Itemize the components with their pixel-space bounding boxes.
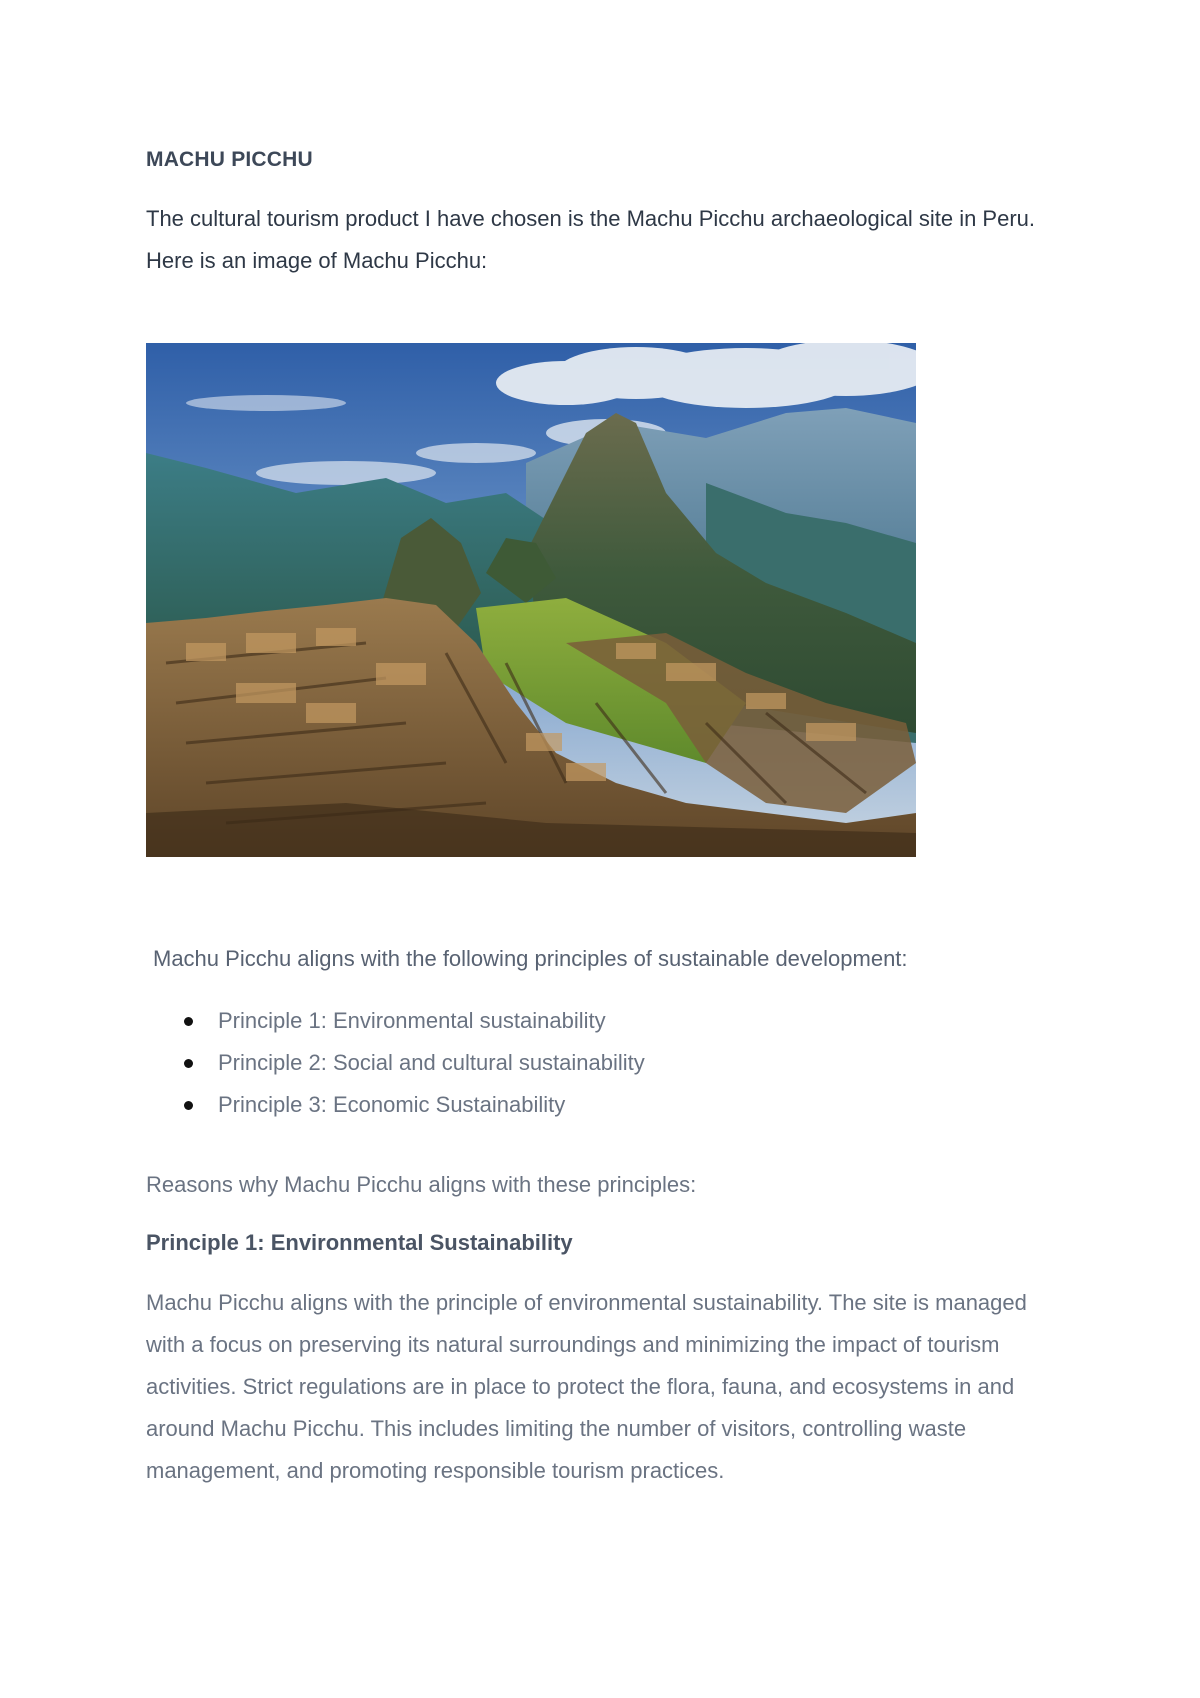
- principle-label: Principle 2: Social and cultural sustainability: [218, 1050, 645, 1075]
- bullet-icon: [184, 1101, 193, 1110]
- machu-picchu-illustration: [146, 343, 916, 857]
- list-item: [176, 1000, 645, 1042]
- principle-label: Principle 1: Environmental sustainability: [218, 1008, 606, 1033]
- principles-list: [176, 1000, 645, 1126]
- bullet-icon: [184, 1017, 193, 1026]
- principle1-body: Machu Picchu aligns with the principle of environmental sustainability. The site is managed with a focus on preserving its natural surroundings and minimizing the impact of tourism activities. Strict regulations are in place to protect the flora, fauna, and ecosystems in and around Machu Picchu. This includes limiting the number of visitors, controlling waste management, and promoting responsible tourism practices.: [146, 1290, 1027, 1483]
- bullet-icon: [184, 1059, 193, 1068]
- document-title: MACHU PICCHU: [146, 148, 313, 171]
- machu-picchu-photo: [146, 343, 916, 857]
- list-item: [176, 1042, 645, 1084]
- principles-intro: Machu Picchu aligns with the following principles of sustainable development:: [153, 946, 908, 971]
- principle1-heading: Principle 1: Environmental Sustainability: [146, 1230, 573, 1255]
- reasons-intro: Reasons why Machu Picchu aligns with these principles:: [146, 1172, 697, 1197]
- intro-paragraph: The cultural tourism product I have chosen is the Machu Picchu archaeological site in Peru. Here is an image of Machu Picchu:: [146, 206, 1036, 273]
- principle-label: Principle 3: Economic Sustainability: [218, 1092, 566, 1117]
- list-item: [176, 1084, 645, 1126]
